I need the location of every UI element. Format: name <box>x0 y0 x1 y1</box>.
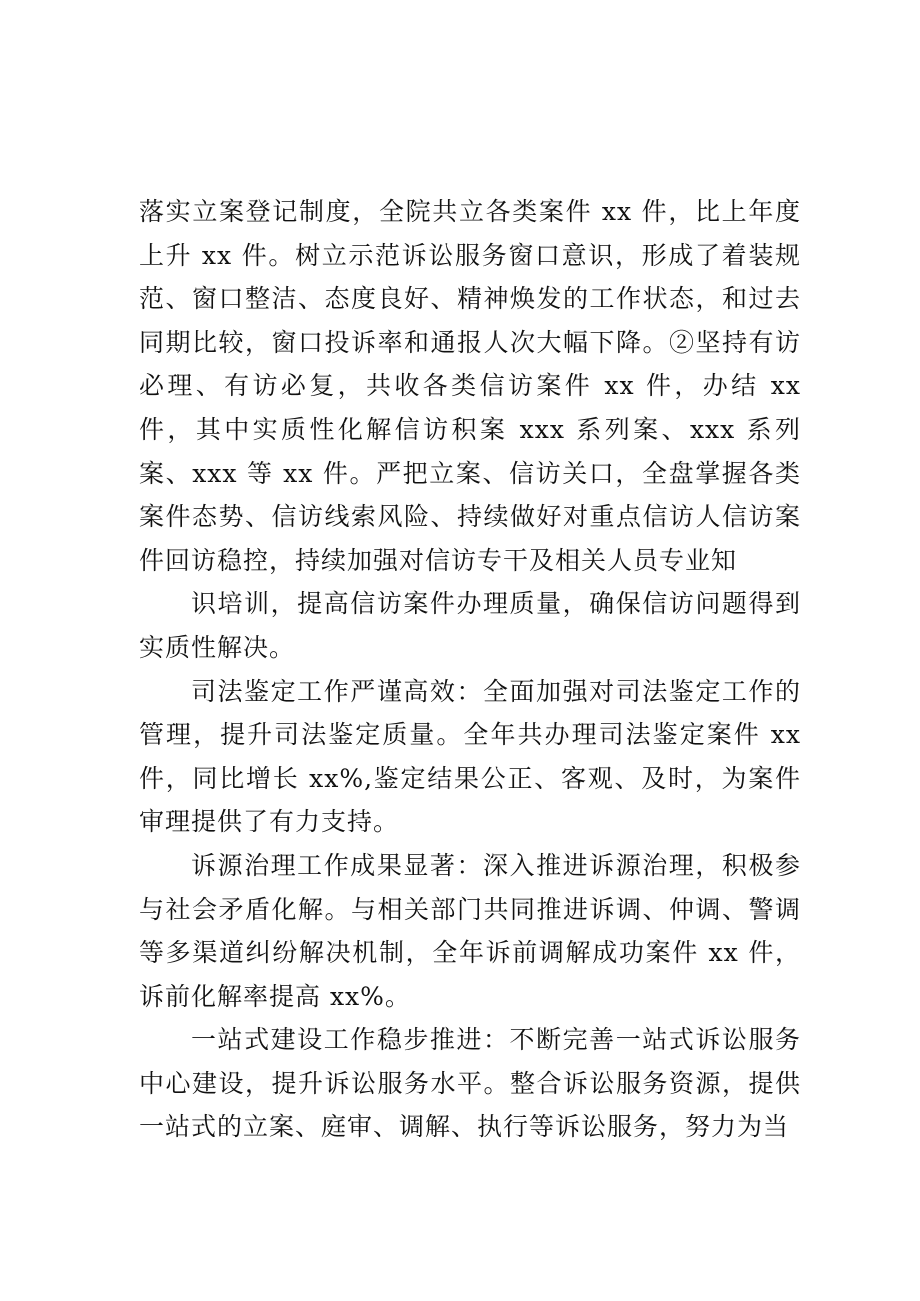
paragraph-petition-training: 识培训，提高信访案件办理质量，确保信访问题得到实质性解决。 <box>139 589 801 662</box>
paragraph-litigation-source-governance: 诉源治理工作成果显著：深入推进诉源治理，积极参与社会矛盾化解。与相关部门共同推进诉调、仲调、警调等多渠道纠纷解决机制，全年诉前调解成功案件 xx 件，诉前化解率提高 xx%。 <box>139 850 801 1011</box>
paragraph-case-registration: 落实立案登记制度，全院共立各类案件 xx 件，比上年度上升 xx 件。树立示范诉讼服务窗口意识，形成了着装规范、窗口整洁、态度良好、精神焕发的工作状态，和过去同期比较，窗口投诉率和通报人次大幅下降。②坚持有访必理、有访必复，共收各类信访案件 xx 件，办结 xx 件，其中实质性化解信访积案 xxx 系列案、xxx 系列案、xxx 等 xx 件。严把立案、信访关口，全盘掌握各类案件态势、信访线索风险、持续做好对重点信访人信访案件回访稳控，持续加强对信访专干及相关人员专业知 <box>139 197 801 575</box>
paragraph-judicial-appraisal: 司法鉴定工作严谨高效：全面加强对司法鉴定工作的管理，提升司法鉴定质量。全年共办理司法鉴定案件 xx 件，同比增长 xx%,鉴定结果公正、客观、及时，为案件审理提供了有力支持。 <box>139 676 801 837</box>
paragraph-one-stop-service: 一站式建设工作稳步推进：不断完善一站式诉讼服务中心建设，提升诉讼服务水平。整合诉讼服务资源，提供一站式的立案、庭审、调解、执行等诉讼服务，努力为当 <box>139 1025 801 1142</box>
document-body <box>139 190 801 1149</box>
